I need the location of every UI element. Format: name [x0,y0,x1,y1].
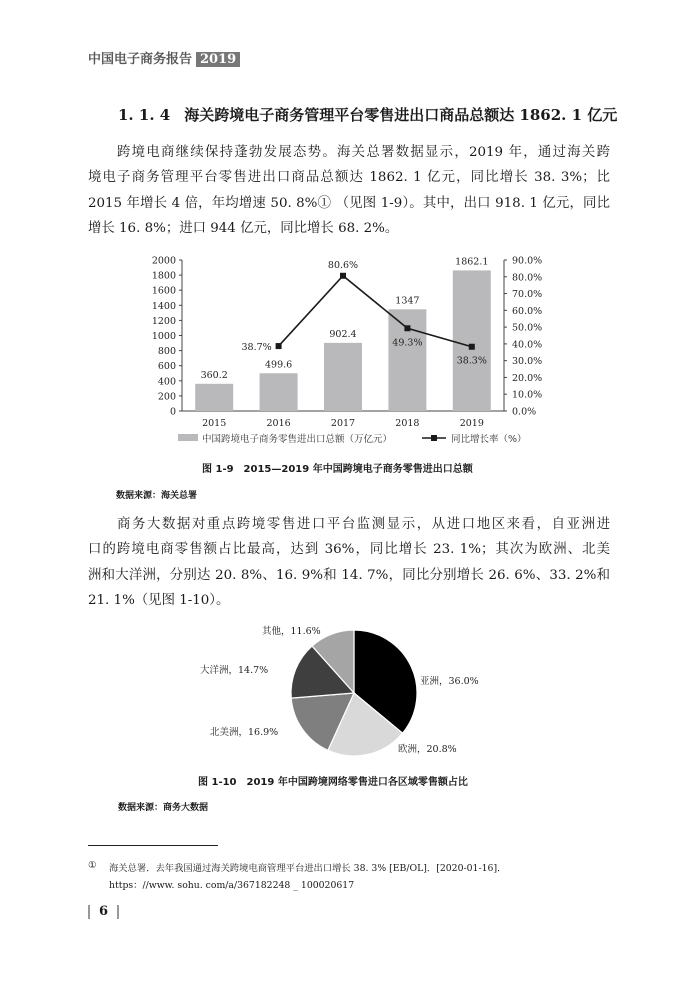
bar [260,373,298,411]
y2-tick-label: 30.0% [512,356,543,368]
pie-slice-label: 大洋洲，14.7% [200,665,269,676]
line-marker [276,343,282,349]
y2-tick-label: 80.0% [512,272,543,284]
running-head-year: 2019 [196,52,240,67]
y-tick-label: 0 [169,406,176,418]
x-tick-label: 2017 [330,418,356,429]
bar [324,343,362,411]
paragraph-line: 境电子商务管理平台零售进出口商品总额达 1862. 1 亿元，同比增长 38. 3%；比 [88,170,610,186]
paragraph-line: 跨境电商继续保持蓬勃发展态势。海关总署数据显示，2019 年，通过海关跨 [117,145,610,160]
footnote-divider [88,845,218,846]
footnote-url[interactable]: https：//www. sohu. com/a/367182248 _ 100020617 [109,880,355,891]
pie-slice-label: 亚洲，36.0% [420,676,479,687]
footnote-marker: ① [88,860,97,871]
pie-chart [200,620,520,765]
section-heading [118,104,617,125]
figure-source: 数据来源：商务大数据 [118,803,209,813]
page-number-value: 6 [99,904,109,919]
section-title: 海关跨境电子商务管理平台零售进出口商品总额达 1862. 1 亿元 [184,106,618,124]
paragraph-line: 21. 1%（见图 1-10）。 [88,592,230,608]
y-tick-label: 1200 [151,315,176,327]
y-tick-label: 600 [157,361,176,373]
y-tick-label: 200 [157,391,176,403]
line-data-label: 38.7% [241,342,272,354]
bar-data-label: 902.4 [329,328,357,340]
x-tick-label: 2018 [395,418,420,429]
line-data-label: 49.3% [392,337,423,349]
bar-data-label: 1347 [395,295,420,307]
bar-data-label: 1862.1 [455,256,489,268]
y-tick-label: 800 [157,346,176,358]
line-data-label: 38.3% [456,355,487,367]
page-number [88,904,128,919]
legend-swatch-bar [178,434,198,441]
y-tick-label: 1000 [151,331,176,342]
bar [195,384,233,411]
figure-caption: 图 1-10 2019 年中国跨境网络零售进口各区域零售额占比 [198,777,468,788]
pie-slice-label: 欧洲，20.8% [398,744,457,755]
figure-source: 数据来源：海关总署 [116,491,198,501]
y-tick-label: 2000 [151,255,176,267]
y2-tick-label: 70.0% [512,289,543,301]
y2-tick-label: 50.0% [512,322,543,334]
line-marker [340,273,346,279]
running-head [88,48,240,67]
running-head-title: 中国电子商务报告 [88,52,193,67]
y2-tick-label: 0.0% [512,406,537,418]
bar [453,270,491,411]
paragraph-line: 商务大数据对重点跨境零售进口平台监测显示，从进口地区来看，自亚洲进 [117,517,610,532]
pie-slice-label: 其他，11.6% [262,626,321,637]
section-number: 1. 1. 4 [118,106,171,124]
x-tick-label: 2016 [266,418,291,429]
pie-slice-label: 北美洲，16.9% [210,727,279,738]
legend-marker [431,435,437,441]
y-tick-label: 1400 [151,300,176,312]
paragraph-2 [88,512,610,613]
bar-line-chart [140,248,560,450]
y2-tick-label: 60.0% [512,305,543,317]
x-tick-label: 2015 [202,418,227,429]
y-tick-label: 1600 [151,285,176,297]
y2-tick-label: 20.0% [512,372,543,384]
y2-tick-label: 90.0% [512,255,543,267]
y-tick-label: 1800 [151,270,176,282]
paragraph-line: 口的跨境电商零售额占比最高，达到 36%，同比增长 23. 1%；其次为欧洲、北美 [88,542,610,558]
bar-data-label: 360.2 [200,369,228,381]
y-tick-label: 400 [157,376,176,388]
paragraph-line: 洲和大洋洲，分别达 20. 8%、16. 9%和 14. 7%，同比分别增长 26. 6%、33. 2%和 [88,567,610,583]
growth-line [279,276,472,347]
paragraph-1 [88,140,610,241]
y2-tick-label: 10.0% [512,389,543,401]
y2-tick-label: 40.0% [512,339,543,351]
bar-data-label: 499.6 [264,359,293,371]
line-marker [404,325,410,331]
figure-caption: 图 1-9 2015—2019 年中国跨境电子商务零售进出口总额 [202,464,473,475]
footnote-text: 海关总署．去年我国通过海关跨境电商管理平台进出口增长 38. 3% [EB/OL]．[2020-01-16]． [109,863,507,874]
line-data-label: 80.6% [327,259,359,271]
paragraph-line: 2015 年增长 4 倍，年均增速 50. 8%① （见图 1-9）。其中，出口 918. 1 亿元，同比 [88,195,610,211]
legend-label: 中国跨境电子商务零售进出口总额（万亿元） [202,434,393,445]
bar [388,309,426,411]
x-tick-label: 2019 [459,418,484,429]
legend-label: 同比增长率（%） [451,434,527,445]
line-marker [469,344,475,350]
paragraph-line: 增长 16. 8%；进口 944 亿元，同比增长 68. 2%。 [88,220,399,236]
